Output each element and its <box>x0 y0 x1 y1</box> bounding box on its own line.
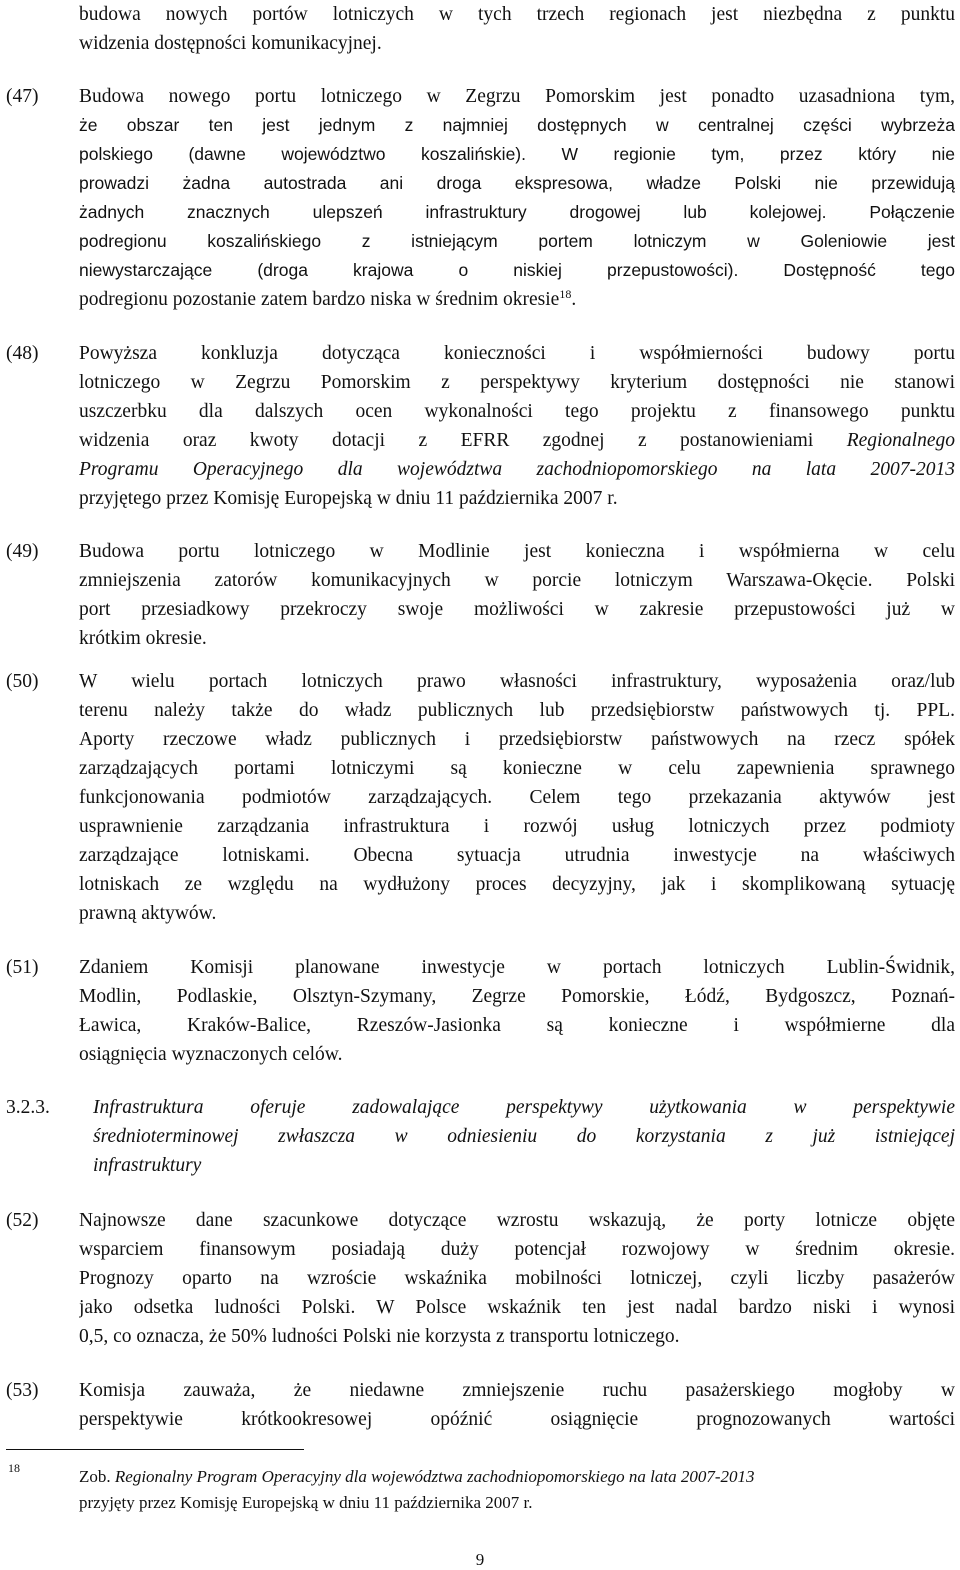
text-line: prawną aktywów. <box>79 903 217 924</box>
text-line: podregionu koszalińskiego z istniejącym portem lotniczym w Goleniowie jest <box>79 231 955 251</box>
text-line: uszczerbku dla dalszych ocen wykonalności tego projektu z finansowego punktu <box>79 401 955 422</box>
text-line: lotniskach ze względu na wydłużony proces decyzyjny, jak i skomplikowaną sytuację <box>79 874 955 895</box>
text-line: jako odsetka ludności Polski. W Polsce wskaźnik ten jest nadal bardzo niski i wynosi <box>79 1297 955 1318</box>
text-line: zmniejszenia zatorów komunikacyjnych w porcie lotniczym Warszawa-Okęcie. Polski <box>79 570 955 591</box>
footnote-line: przyjęty przez Komisję Europejską w dniu 11 października 2007 r. <box>79 1493 533 1512</box>
paragraph-body <box>79 953 955 1069</box>
text-line: W wielu portach lotniczych prawo własności infrastruktury, wyposażenia oraz/lub <box>79 671 955 692</box>
text-line: widzenia dostępności komunikacyjnej. <box>79 33 382 54</box>
text-line: zarządzających portami lotniczymi są konieczne w celu zapewnienia sprawnego <box>79 758 955 779</box>
text-line: że obszar ten jest jednym z najmniej dostępnych w centralnej części wybrzeża <box>79 115 955 135</box>
footnote-separator <box>6 1449 304 1450</box>
text-line: Aporty rzeczowe władz publicznych i przedsiębiorstw państwowych na rzecz spółek <box>79 729 955 750</box>
text-line: osiągnięcia wyznaczonych celów. <box>79 1044 343 1065</box>
page-number: 9 <box>475 1550 485 1569</box>
paragraph-body-end <box>79 285 955 314</box>
paragraph-body <box>79 1376 955 1434</box>
heading-line: średnioterminowej zwłaszcza w odniesieniu do korzystania z już istniejącej <box>93 1126 955 1147</box>
text-line: Budowa nowego portu lotniczego w Zegrzu Pomorskim jest ponadto uzasadniona tym, <box>79 86 955 107</box>
text-run: Zob. <box>79 1467 115 1486</box>
intro-body <box>79 0 955 58</box>
text-line: Ławica, Kraków-Balice, Rzeszów-Jasionka są konieczne i współmierne dla <box>79 1015 955 1036</box>
text-line: Najnowsze dane szacunkowe dotyczące wzrostu wskazują, że porty lotnicze objęte <box>79 1210 955 1231</box>
italic-title-run: Regionalnego <box>846 430 955 451</box>
text-line: Komisja zauważa, że niedawne zmniejszenie ruchu pasażerskiego mogłoby w <box>79 1380 955 1401</box>
text-line: krótkim okresie. <box>79 628 207 649</box>
text-line <box>79 426 955 455</box>
text-line <box>79 285 955 314</box>
text-line: Powyższa konkluzja dotycząca konieczności i współmierności budowy portu <box>79 343 955 364</box>
footnote-text <box>79 1464 955 1516</box>
text-line: polskiego (dawne województwo koszalińskie). W regionie tym, przez który nie <box>79 144 955 164</box>
heading-line: infrastruktury <box>93 1155 202 1176</box>
text-line: Modlin, Podlaskie, Olsztyn-Szymany, Zegrze Pomorskie, Łódź, Bydgoszcz, Poznań- <box>79 986 955 1007</box>
text-run: podregionu pozostanie zatem bardzo niska w średnim okresie <box>79 289 560 310</box>
paragraph-number: (52) <box>6 1210 39 1231</box>
text-line: prowadzi żadna autostrada ani droga ekspresowa, władze Polski nie przewidują <box>79 173 955 193</box>
text-line: funkcjonowania podmiotów zarządzających. Celem tego przekazania aktywów jest <box>79 787 955 808</box>
text-run: . <box>571 289 577 310</box>
text-line: Budowa portu lotniczego w Modlinie jest konieczna i współmierna w celu <box>79 541 955 562</box>
paragraph-body <box>79 537 955 653</box>
text-line: port przesiadkowy przekroczy swoje możliwości w zakresie przepustowości już w <box>79 599 955 620</box>
section-heading <box>93 1093 955 1180</box>
text-line: przyjętego przez Komisję Europejską w dniu 11 października 2007 r. <box>79 488 618 509</box>
text-line: Prognozy oparto na wzroście wskaźnika mobilności lotniczej, czyli liczby pasażerów <box>79 1268 955 1289</box>
text-line: terenu należy także do władz publicznych lub przedsiębiorstw państwowych tj. PPL. <box>79 700 955 721</box>
paragraph-number: (50) <box>6 671 39 692</box>
text-line: zarządzające lotniskami. Obecna sytuacja utrudnia inwestycje na właściwych <box>79 845 955 866</box>
section-number: 3.2.3. <box>6 1097 50 1118</box>
paragraph-number: (49) <box>6 541 39 562</box>
paragraph-body-sans <box>79 111 955 285</box>
text-line: żadnych znacznych ulepszeń infrastruktury drogowej lub kolejowej. Połączenie <box>79 202 955 222</box>
text-line: lotniczego w Zegrzu Pomorskim z perspektywy kryterium dostępności nie stanowi <box>79 372 955 393</box>
paragraph-body <box>79 1206 955 1351</box>
italic-title-run: Regionalny Program Operacyjny dla województwa zachodniopomorskiego na lata 2007-2013 <box>114 1467 755 1486</box>
paragraph-number: (53) <box>6 1380 39 1401</box>
paragraph-body <box>79 339 955 513</box>
heading-line: Infrastruktura oferuje zadowalające perspektywy użytkowania w perspektywie <box>93 1097 955 1118</box>
footnote-line <box>79 1464 955 1490</box>
text-line: usprawnienie zarządzania infrastruktura i rozwój usług lotniczych przez podmioty <box>79 816 955 837</box>
paragraph-number: (48) <box>6 343 39 364</box>
text-line: perspektywie krótkookresowej opóźnić osiągnięcie prognozowanych wartości <box>79 1409 955 1430</box>
paragraph-body <box>79 667 955 928</box>
text-run: widzenia oraz kwoty dotacji z EFRR zgodnej z postanowieniami <box>79 430 847 451</box>
paragraph-number: (51) <box>6 957 39 978</box>
footnote-reference[interactable]: 18 <box>559 287 572 301</box>
paragraph-body <box>79 82 955 111</box>
text-line: Zdaniem Komisji planowane inwestycje w portach lotniczych Lublin-Świdnik, <box>79 957 955 978</box>
text-line: niewystarczające (droga krajowa o niskiej przepustowości). Dostępność tego <box>79 260 955 280</box>
footnote-mark: 18 <box>8 1461 20 1475</box>
text-line: 0,5, co oznacza, że 50% ludności Polski nie korzysta z transportu lotniczego. <box>79 1326 680 1347</box>
text-line: wsparciem finansowym posiadają duży potencjał rozwojowy w średnim okresie. <box>79 1239 955 1260</box>
text-line: budowa nowych portów lotniczych w tych trzech regionach jest niezbędna z punktu <box>79 4 955 25</box>
italic-title-line: Programu Operacyjnego dla województwa zachodniopomorskiego na lata 2007-2013 <box>79 459 955 480</box>
paragraph-number: (47) <box>6 86 39 107</box>
